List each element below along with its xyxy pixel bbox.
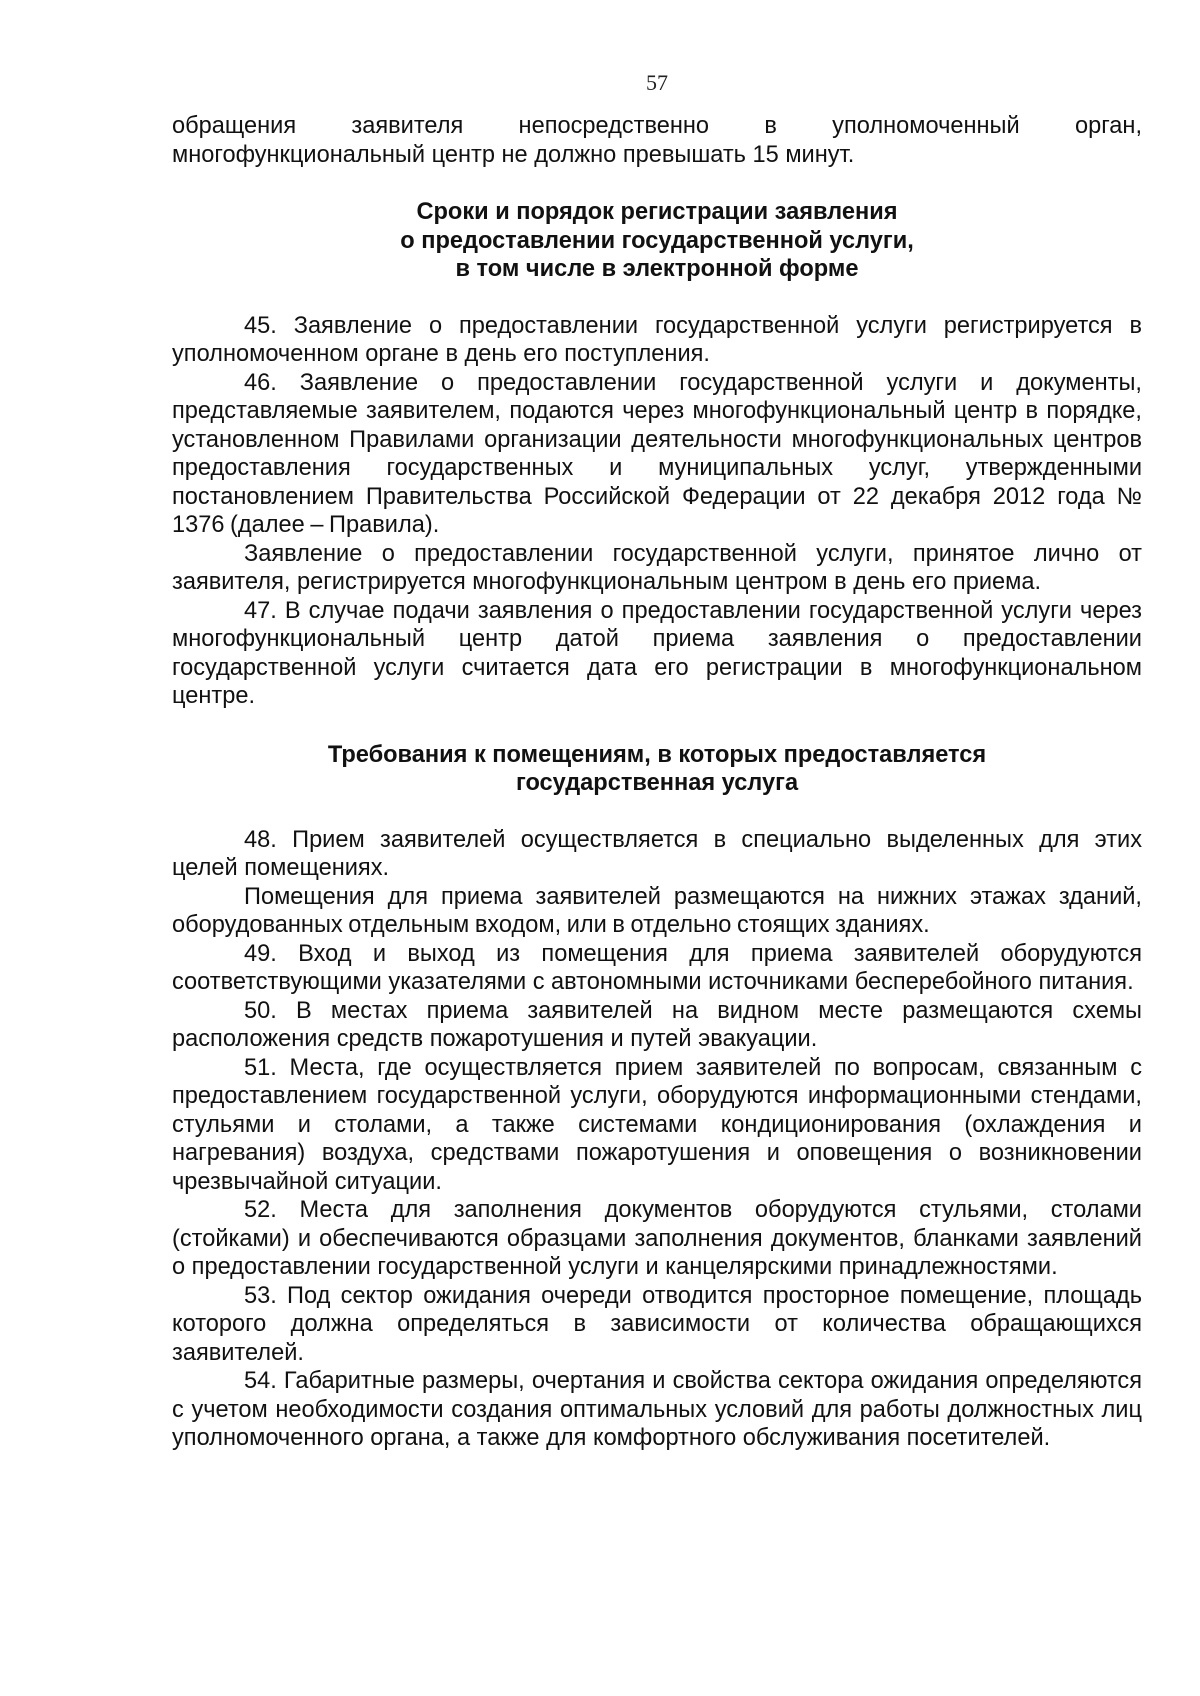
heading-line: Требования к помещениям, в которых предоставляется	[327, 741, 987, 768]
document-body	[172, 112, 1142, 1453]
heading-line: государственная услуга	[515, 770, 799, 796]
heading-line: в том числе в электронной форме	[455, 256, 859, 282]
paragraph-50: 50. В местах приема заявителей на видном месте размещаются схемы расположения средств пожаротушения и путей эвакуации.	[172, 997, 1142, 1052]
heading-line: о предоставлении государственной услуги,	[400, 227, 914, 254]
paragraph-53: 53. Под сектор ожидания очереди отводится просторное помещение, площадь которого должна определяться в зависимости от количества обращающихся заявителей.	[172, 1282, 1142, 1366]
page-number: 57	[646, 70, 668, 95]
paragraph-49: 49. Вход и выход из помещения для приема заявителей оборудуются соответствующими указателями с автономными источниками бесперебойного питания.	[172, 940, 1142, 995]
section-heading-premises	[172, 741, 1142, 798]
paragraph-51: 51. Места, где осуществляется прием заявителей по вопросам, связанным с предоставлением государственной услуги, оборудуются информационными стендами, стульями и столами, а также системами кондиционирования (охлаждения и нагревания) воздуха, средствами пожаротушения и оповещения о возникновении чрезвычайной ситуации.	[172, 1054, 1142, 1195]
paragraph-48-cont: Помещения для приема заявителей размещаются на нижних этажах зданий, оборудованных отдельным входом, или в отдельно стоящих зданиях.	[172, 883, 1142, 938]
paragraph-52: 52. Места для заполнения документов оборудуются стульями, столами (стойками) и обеспечиваются образцами заполнения документов, бланками заявлений о предоставлении государственной услуги и канцелярскими принадлежностями.	[172, 1197, 1142, 1280]
paragraph-continuation: обращения заявителя непосредственно в уполномоченный орган, многофункциональный центр не должно превышать 15 минут.	[172, 113, 1142, 168]
paragraph-47: 47. В случае подачи заявления о предоставлении государственной услуги через многофункциональный центр датой приема заявления о предоставлении государственной услуги считается дата его регистрации в многофункциональном центре.	[172, 597, 1142, 709]
section-heading-registration	[172, 198, 1142, 284]
document-page	[172, 70, 1142, 1453]
paragraph-54: 54. Габаритные размеры, очертания и свойства сектора ожидания определяются с учетом необходимости создания оптимальных условий для работы должностных лиц уполномоченного органа, а также для комфортного обслуживания посетителей.	[172, 1368, 1142, 1451]
paragraph-48: 48. Прием заявителей осуществляется в специально выделенных для этих целей помещениях.	[172, 826, 1142, 881]
paragraph-46-cont: Заявление о предоставлении государственной услуги, принятое лично от заявителя, регистрируется многофункциональным центром в день его приема.	[172, 540, 1142, 595]
heading-line: Сроки и порядок регистрации заявления	[416, 199, 898, 225]
paragraph-46: 46. Заявление о предоставлении государственной услуги и документы, представляемые заявителем, подаются через многофункциональный центр в порядке, установленном Правилами организации деятельности многофункциональных центров предоставления государственных и муниципальных услуг, утвержденными постановлением Правительства Российской Федерации от 22 декабря 2012 года № 1376 (далее – Правила).	[172, 369, 1142, 538]
paragraph-45: 45. Заявление о предоставлении государственной услуги регистрируется в уполномоченном органе в день его поступления.	[172, 312, 1142, 367]
